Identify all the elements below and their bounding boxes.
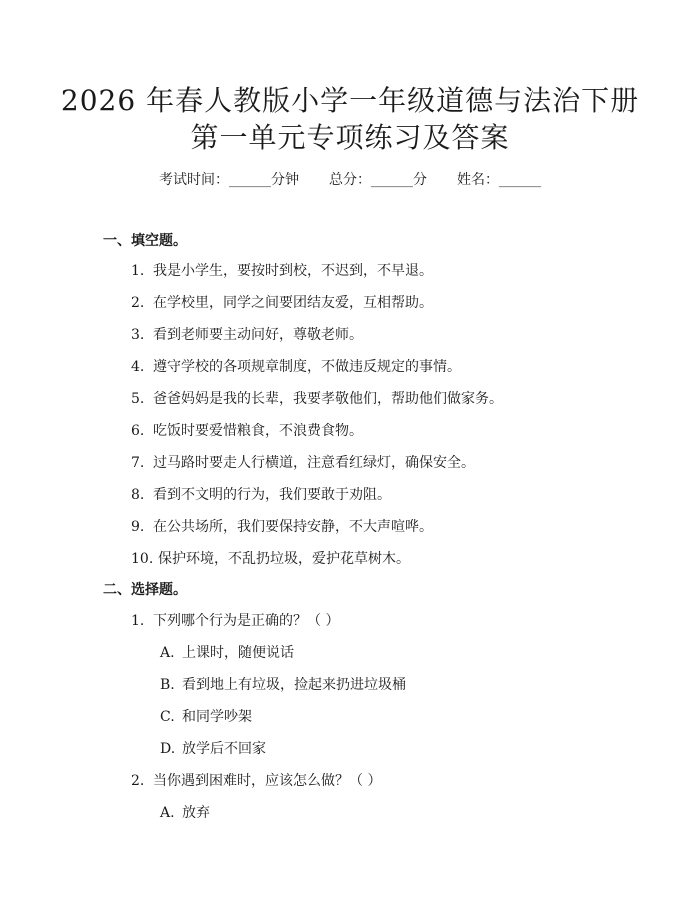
fill-blank-item [131,517,433,537]
item-number: 7. [131,455,145,471]
item-number: 4. [131,359,145,375]
option-text: 看到地上有垃圾，捡起来扔进垃圾桶 [182,677,406,693]
item-text: 在学校里，同学之间要团结友爱，互相帮助。 [153,295,433,311]
option-letter: C. [160,709,175,725]
item-text: 吃饭时要爱惜粮食，不浪费食物。 [153,423,363,439]
fill-blank-item [131,261,433,281]
item-number: 8. [131,487,145,503]
question-number: 1. [131,613,145,629]
item-text: 过马路时要走人行横道，注意看红绿灯，确保安全。 [153,455,475,471]
item-number: 9. [131,519,145,535]
item-text: 我是小学生，要按时到校，不迟到，不早退。 [153,263,433,279]
fill-blank-item [131,293,433,313]
option-text: 和同学吵架 [182,709,252,725]
item-text: 保护环境，不乱扔垃圾，爱护花草树木。 [158,551,410,567]
choice-question [131,611,339,631]
fill-blank-item [131,389,503,409]
section-multiple-choice-heading: 二、选择题。 [103,582,187,598]
item-number: 2. [131,295,145,311]
question-number: 2. [131,773,145,789]
item-text: 看到不文明的行为，我们要敢于劝阻。 [153,487,391,503]
fill-blank-item [131,421,363,441]
choice-option [160,707,252,727]
fill-blank-item [131,325,363,345]
item-number: 1. [131,263,145,279]
fill-blank-item [131,485,391,505]
option-letter: A. [160,645,175,661]
option-letter: A. [160,805,175,821]
exam-time-field: 考试时间：______分钟 [159,172,299,188]
option-text: 放学后不回家 [182,741,266,757]
choice-option [160,739,266,759]
option-letter: B. [160,677,175,693]
fill-blank-item [131,453,475,473]
section-fill-blank-heading: 一、填空题。 [103,233,187,249]
item-number: 10. [131,551,154,567]
question-text: 下列哪个行为是正确的？（ ） [153,613,340,629]
item-text: 遵守学校的各项规章制度，不做违反规定的事情。 [153,359,461,375]
option-letter: D. [160,741,176,757]
document-title-line2: 第一单元专项练习及答案 [190,121,510,154]
document-title-line1: 2026 年春人教版小学一年级道德与法治下册 [60,84,640,117]
item-number: 3. [131,327,145,343]
choice-option [160,643,294,663]
choice-option [160,675,406,695]
fill-blank-item [131,357,461,377]
option-text: 放弃 [182,805,210,821]
fill-blank-item [131,549,410,569]
option-text: 上课时，随便说话 [182,645,294,661]
item-text: 在公共场所，我们要保持安静，不大声喧哗。 [153,519,433,535]
exam-info-row [0,170,700,190]
total-score-field: 总分：______分 [329,172,427,188]
choice-option [160,803,210,823]
item-text: 看到老师要主动问好，尊敬老师。 [153,327,363,343]
student-name-field: 姓名：______ [457,172,541,188]
choice-question [131,771,381,791]
item-text: 爸爸妈妈是我的长辈，我要孝敬他们，帮助他们做家务。 [153,391,503,407]
item-number: 6. [131,423,145,439]
item-number: 5. [131,391,145,407]
question-text: 当你遇到困难时，应该怎么做？（ ） [153,773,382,789]
